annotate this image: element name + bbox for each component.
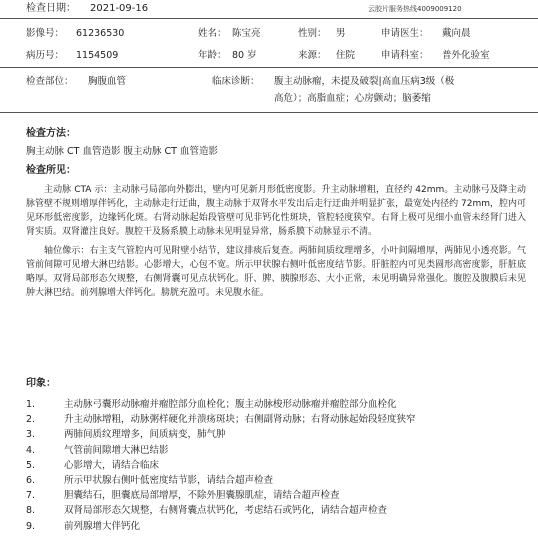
part-label: 检查部位： [26, 76, 74, 87]
findings-body [26, 183, 526, 300]
exam-part: 胸腹血管 [88, 76, 127, 87]
impression-text: 所示甲状腺右侧叶低密度结节影，请结合超声检查 [64, 474, 274, 486]
impression-num: 6. [26, 474, 36, 486]
impression-item [26, 519, 518, 534]
impression-item [26, 412, 518, 427]
impression-text: 双肾局部形态欠规整，右侧肾囊点状钙化，考虑结石或钙化，请结合超声检查 [64, 505, 388, 517]
impression-list [26, 397, 518, 534]
findings-paragraph-axial: 轴位像示：右主支气管腔内可见附壁小结节，建议排痰后复查。两肺间质纹理增多，小叶间隔增厚，两肺见小透亮影。气管前间隙可见增大淋巴结影。心影增大，心包不宽。所示甲状腺右侧叶低密度结节影。肝脏腔内可见类圆形高密度影，肝脏底略厚。双肾局部形态欠规整，右侧肾囊可见点状钙化。肝、脾、胰腺形态、大小正常，未见明确异常强化。腹腔及腹膜后未见肿大淋巴结。前列腺增大伴钙化。膀胱充盈可。未见腹水征。 [26, 246, 526, 298]
impression-item [26, 443, 518, 458]
age-label: 年龄： [198, 50, 227, 61]
name-label: 姓名： [198, 28, 227, 39]
hotline: 云胶片服务热线4009009120 [368, 5, 462, 13]
impression-num: 3. [26, 429, 36, 441]
doctor-label: 申请医生： [381, 28, 429, 39]
exam-date: 2021-09-16 [90, 3, 149, 14]
impression-text: 胆囊结石，胆囊底局部增厚，不除外胆囊腺肌症，请结合超声检查 [64, 490, 340, 502]
impression-num: 2. [26, 414, 36, 426]
impression-text: 心影增大，请结合临床 [64, 459, 160, 471]
findings-title: 检查所见： [26, 165, 76, 176]
impression-text: 前列腺增大伴钙化 [64, 520, 141, 532]
dept-label: 申请科室： [381, 50, 429, 61]
header-divider [0, 18, 538, 19]
exam-divider [0, 112, 538, 113]
impression-title: 印象： [26, 378, 56, 389]
method-text: 胸主动脉 CT 血管造影 腹主动脉 CT 血管造影 [26, 146, 218, 157]
diagnosis-label: 临床诊断： [212, 76, 260, 87]
exam-date-label: 检查日期： [26, 3, 76, 14]
impression-num: 8. [26, 505, 36, 517]
impression-text: 升主动脉增粗，动脉粥样硬化并溃疡斑块；右侧副肾动脉；右肾动脉起始段轻度狭窄 [64, 414, 416, 426]
impression-item [26, 397, 518, 412]
impression-item [26, 427, 518, 442]
sex-label: 性别： [298, 28, 327, 39]
source-label: 来源： [298, 50, 327, 61]
impression-num: 5. [26, 459, 36, 471]
diagnosis-line-1: 腹主动脉瘤，未提及破裂|高血压病3级（极 [274, 76, 455, 87]
impression-text: 两肺间质纹理增多，间质病变，肺气肿 [64, 429, 226, 441]
impression-item [26, 503, 518, 518]
doctor: 戴向晨 [442, 28, 471, 39]
impression-num: 1. [26, 399, 36, 410]
impression-item [26, 458, 518, 473]
impression-item [26, 473, 518, 488]
findings-paragraph-cta: 主动脉 CTA 示：主动脉弓局部向外膨出，壁内可见新月形低密度影。升主动脉增粗，直径约 42mm。主动脉弓及降主动脉管壁不规则增厚伴钙化，主动脉走行迂曲，腹主动脉于双肾水平发出后走行迂曲并明显扩张，最宽处内径约 72mm，腔内可见环形低密度影，边缘钙化斑。右肾动脉起始段管壁可见非钙化性斑块，管腔轻度狭窄。右肾上极可见细小血管未经肾门进入肾实质。双肾灌注良好。腹腔干及肠系膜上动脉未见明显异常，肠系膜下动脉显示不清。 [26, 185, 526, 237]
case-no: 1154509 [76, 50, 119, 61]
patient-age: 80 岁 [232, 50, 257, 61]
info-divider [0, 67, 538, 68]
image-no: 61236530 [76, 28, 125, 39]
case-no-label: 病历号： [26, 50, 65, 61]
patient-sex: 男 [336, 28, 346, 39]
source: 住院 [336, 50, 356, 61]
impression-text: 主动脉弓囊形动脉瘤并瘤腔部分血栓化；腹主动脉梭形动脉瘤并瘤腔部分血栓化 [64, 399, 397, 410]
impression-num: 9. [26, 520, 36, 532]
dept: 普外化验室 [442, 50, 490, 61]
impression-num: 7. [26, 490, 36, 502]
diagnosis-line-2: 高危）；高脂血症；心房颤动；脑萎缩 [274, 93, 431, 104]
impression-text: 气管前间隙增大淋巴结影 [64, 444, 169, 456]
method-title: 检查方法： [26, 128, 76, 139]
patient-name: 陈宝亮 [232, 28, 261, 39]
impression-item [26, 488, 518, 503]
image-no-label: 影像号： [26, 28, 65, 39]
impression-num: 4. [26, 444, 36, 456]
